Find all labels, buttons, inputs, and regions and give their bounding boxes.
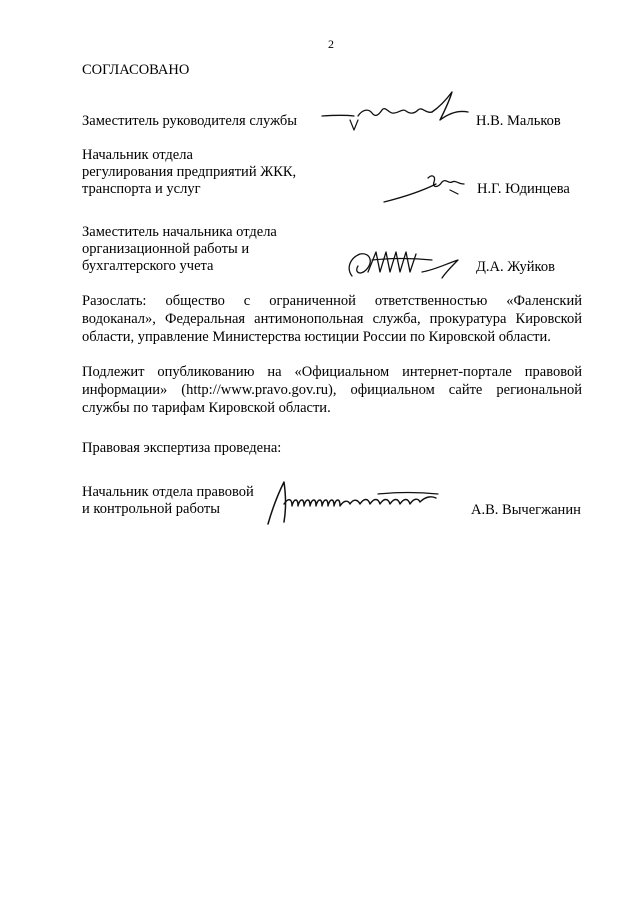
signature-1 (318, 86, 486, 142)
approval-heading: СОГЛАСОВАНО (82, 62, 190, 78)
page-number: 2 (328, 37, 334, 51)
publication-paragraph: Подлежит опубликованию на «Официальном интернет-портале правовой информации» (http://www.pravo.gov.ru), официальном сайте региональной службы по тарифам Кировской области. (82, 364, 582, 416)
approver-2-title-line-2: регулирования предприятий ЖКК, (82, 164, 297, 180)
final-signatory-name: А.В. Вычегжанин (471, 502, 581, 518)
signature-4 (258, 474, 448, 530)
approver-1-title: Заместитель руководителя службы (82, 113, 298, 129)
legal-review-note: Правовая экспертиза проведена: (82, 440, 282, 456)
signature-3 (342, 242, 472, 282)
approver-2-title-line-3: транспорта и услуг (82, 181, 201, 197)
approver-3-title-line-3: бухгалтерского учета (82, 258, 214, 274)
approver-3-title-line-1: Заместитель начальника отдела (82, 224, 277, 240)
approver-1-name: Н.В. Мальков (476, 113, 561, 129)
final-signatory-title-line-1: Начальник отдела правовой (82, 484, 254, 500)
approver-2-name: Н.Г. Юдинцева (477, 181, 570, 197)
distribution-paragraph: Разослать: общество с ограниченной ответственностью «Фаленский водоканал», Федеральная антимонопольная служба, прокуратура Кировской области, управление Министерства юстиции России по Кировской области. (82, 293, 582, 345)
approver-3-title-line-2: организационной работы и (82, 241, 250, 257)
approver-2-title-line-1: Начальник отдела (82, 147, 193, 163)
approver-3-name: Д.А. Жуйков (476, 259, 555, 275)
final-signatory-title-line-2: и контрольной работы (82, 501, 220, 517)
signature-2 (380, 166, 470, 208)
